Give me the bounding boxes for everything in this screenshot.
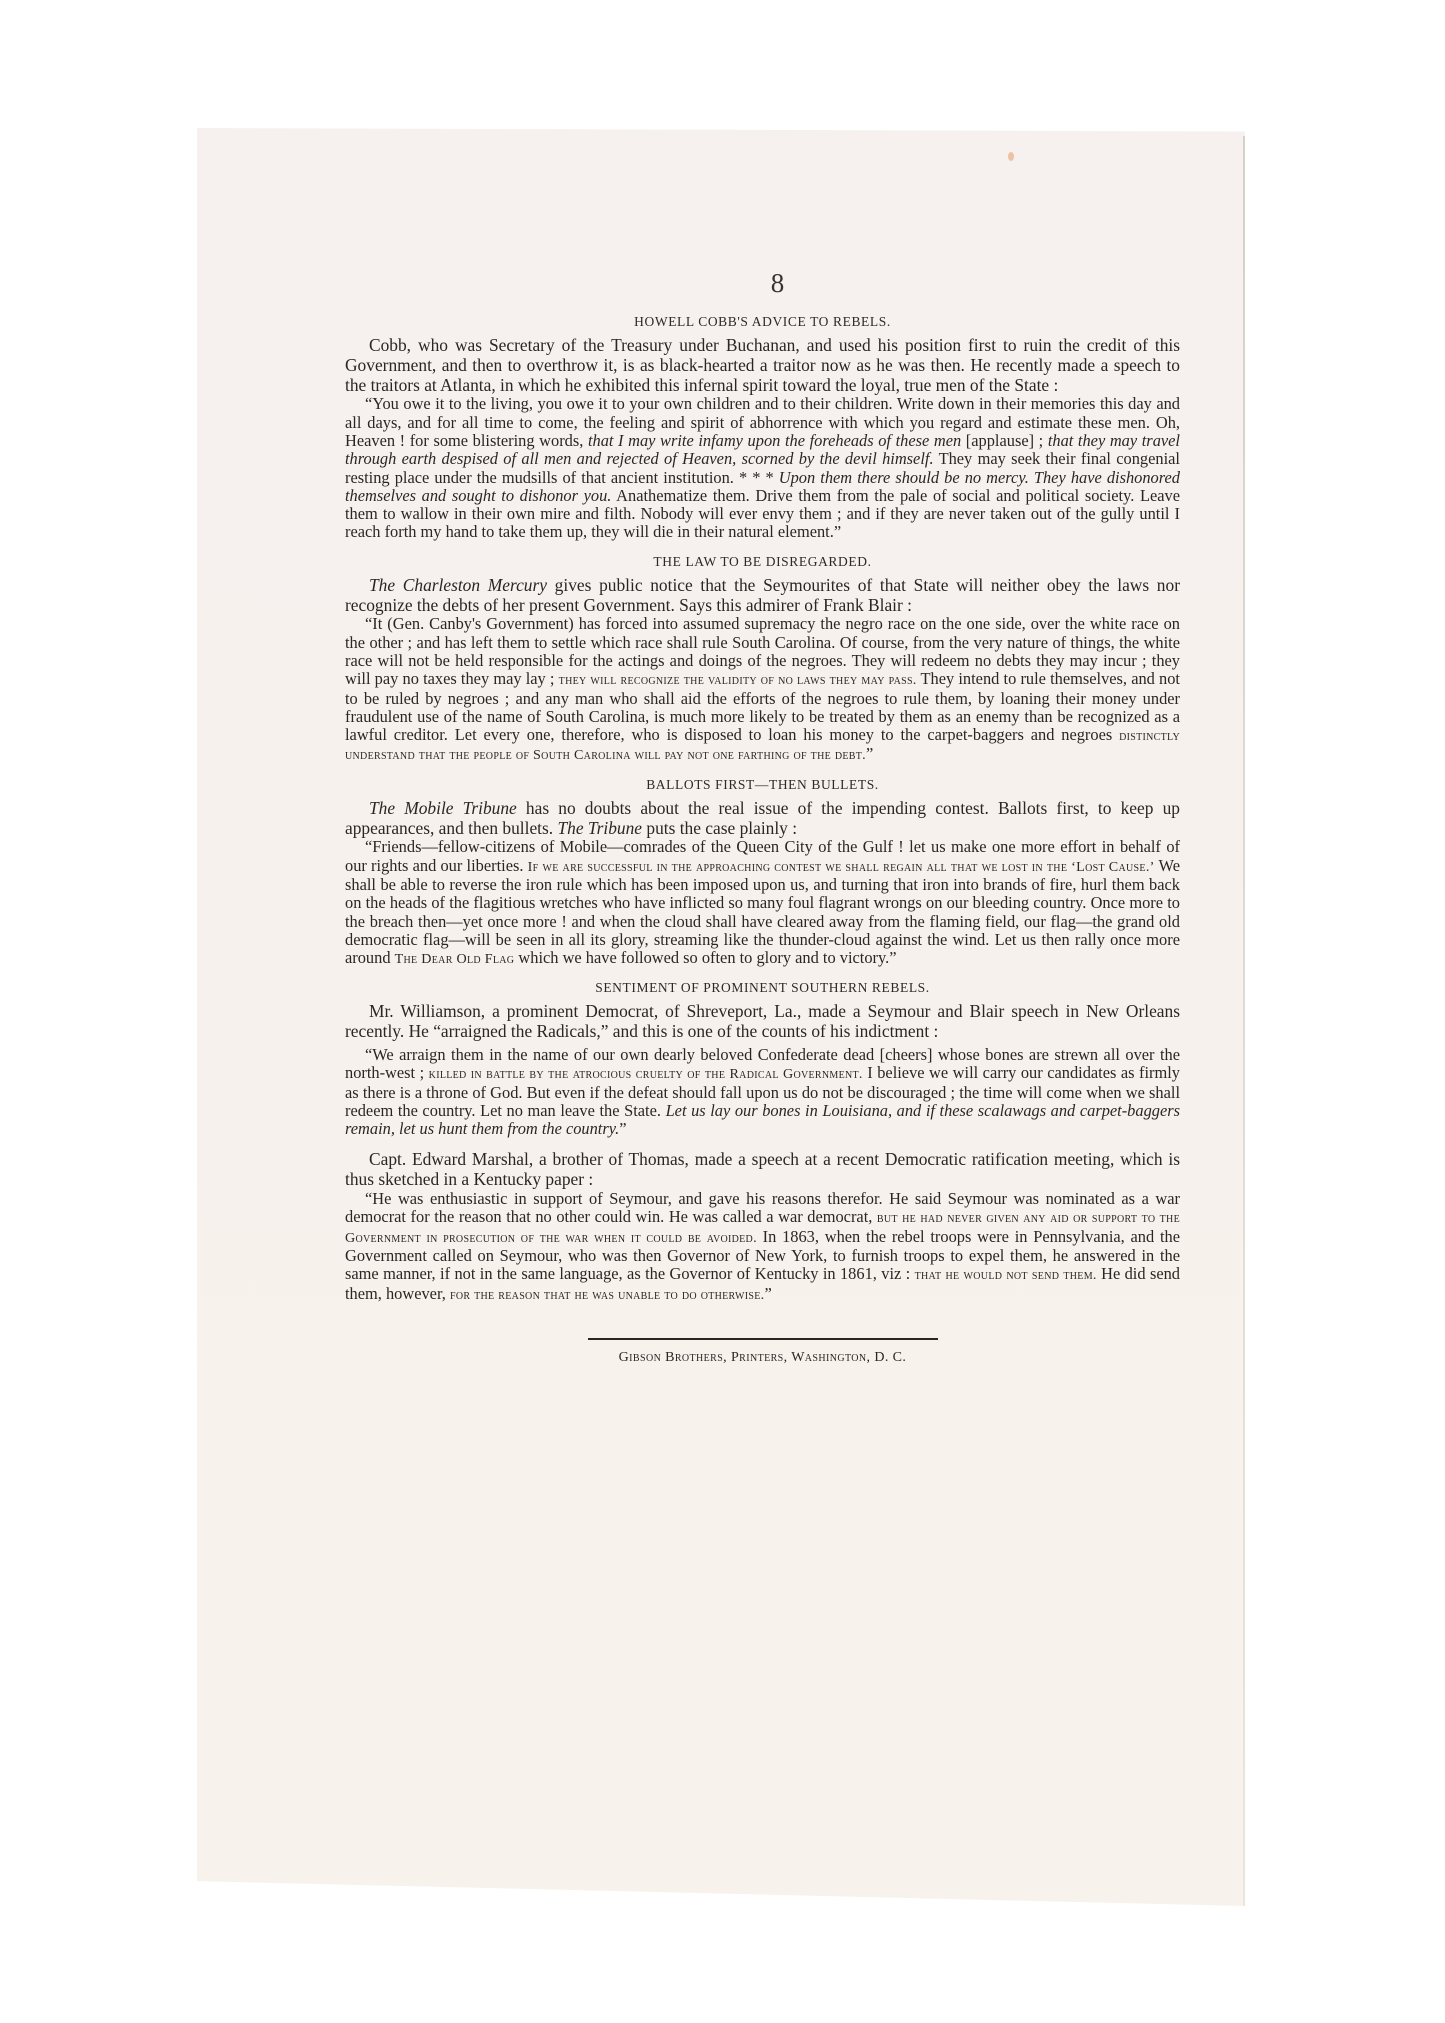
section-quote: “Friends—fellow-citizens of Mobile—comrades of the Queen City of the Gulf ! let us make one more effort in behalf of our rights and our liberties. If we are successful in the approaching contest we shall regain all that we lost in the ‘Lost Cause.’ We shall be able to reverse the iron rule which has been imposed upon us, and turning that iron into brands of fire, hurl them back on the heads of the flagitious wretches who have inflicted so many foul flagrant wrongs on our bleeding country. Once more to the breach then—yet once more ! and when the cloud shall have cleared away from the flaming field, our flag—the grand old democratic flag—will be seen in all its glory, streaming like the thunder-cloud against the wind. Let us then rally once more around The Dear Old Flag which we have followed so often to glory and to victory.”	[345, 837, 1180, 968]
text-column	[345, 268, 1180, 1366]
section-intro: Mr. Williamson, a prominent Democrat, of Shreveport, La., made a Seymour and Blair speech in New Orleans recently. He “arraigned the Radicals,” and this is one of the counts of his indictment :	[345, 1001, 1180, 1042]
section-southern-rebels	[345, 978, 1180, 1303]
section-heading: THE LAW TO BE DISREGARDED.	[653, 553, 872, 569]
section-heading: SENTIMENT OF PROMINENT SOUTHERN REBELS.	[595, 980, 930, 996]
section-intro: Cobb, who was Secretary of the Treasury under Buchanan, and used his position first to ruin the credit of this Government, and then to overthrow it, is as black-hearted a traitor now as he was then. He recently made a speech to the traitors at Atlanta, in which he exhibited this infernal spirit toward the loyal, true men of the State :	[345, 335, 1180, 395]
section-quote-marshal: “He was enthusiastic in support of Seymour, and gave his reasons therefor. He said Seymour was nominated as a war democrat for the reason that no other could win. He was called a war democrat, but he had never given any aid or support to the Government in prosecution of the war when it could be avoided. In 1863, when the rebel troops were in Pennsylvania, and the Government called on Seymour, who was then Governor of New York, to furnish troops to expel them, he answered in the same manner, if not in the same language, as the Governor of Kentucky in 1861, viz : that he would not send them. He did send them, however, for the reason that he was unable to do otherwise.”	[345, 1189, 1180, 1303]
section-intro-marshal: Capt. Edward Marshal, a brother of Thomas, made a speech at a recent Democratic ratification meeting, which is thus sketched in a Kentucky paper :	[345, 1149, 1180, 1190]
section-quote: “You owe it to the living, you owe it to your own children and to their children. Write down in their memories this day and all days, and for all time to come, the feeling and spirit of abhorrence with which you regard and estimate these men. Oh, Heaven ! for some blistering words, that I may write infamy upon the foreheads of these men [applause] ; that they may travel through earth despised of all men and rejected of Heaven, scorned by the devil himself. They may seek their final congenial resting place under the mudsills of that ancient institution. * * * Upon them there should be no mercy. They have dishonored themselves and sought to dishonor you. Anathematize them. Drive them from the pale of social and political society. Leave them to wallow in their own mire and filth. Nobody will ever envy them ; and if they are never taken out of the gully until I reach forth my hand to take them up, they will die in their natural element.”	[345, 394, 1180, 542]
paper-edge	[1243, 136, 1245, 1906]
footer-rule	[588, 1338, 938, 1340]
printer-imprint: Gibson Brothers, Printers, Washington, D. C.	[618, 1349, 907, 1365]
section-intro: The Mobile Tribune has no doubts about the real issue of the impending contest. Ballots first, to keep up appearances, and then bullets. The Tribune puts the case plainly :	[345, 797, 1180, 838]
section-quote: “We arraign them in the name of our own dearly beloved Confederate dead [cheers] whose bones are strewn all over the north-west ; killed in battle by the atrocious cruelty of the Radical Government. I believe we will carry our candidates as firmly as there is a throne of God. But even if the defeat should fall upon us do not be discouraged ; the time will come when we shall redeem the country. Let no man leave the State. Let us lay our bones in Louisiana, and if these scalawags and carpet-baggers remain, let us hunt them from the country.”	[345, 1045, 1181, 1139]
section-heading: BALLOTS FIRST—THEN BULLETS.	[646, 776, 879, 792]
section-intro: The Charleston Mercury gives public notice that the Seymourites of that State will neither obey the laws nor recognize the debts of her present Government. Says this admirer of Frank Blair :	[345, 574, 1180, 615]
section-law-disregarded	[345, 552, 1180, 765]
section-heading: HOWELL COBB'S ADVICE TO REBELS.	[634, 314, 891, 329]
section-quote: “It (Gen. Canby's Government) has forced into assumed supremacy the negro race on the one side, over the white race on the other ; and has left them to settle which race shall rule South Carolina. Of course, from the very nature of things, the white race will not be held responsible for the actings and doings of the negroes. They will redeem no debts they may incur ; they will pay no taxes they may lay ; they will recognize the validity of no laws they may pass. They intend to rule themselves, and not to be ruled by negroes ; and any man who shall aid the efforts of the negroes to rule them, by loaning their money under fraudulent use of the name of South Carolina, is much more likely to be treated by them as an enemy than be recognized as a lawful creditor. Let every one, therefore, who is disposed to loan his money to the carpet-baggers and negroes distinctly understand that the people of South Carolina will pay not one farthing of the debt.”	[345, 614, 1180, 764]
section-howell-cobb	[345, 312, 1180, 542]
paper-stain	[1008, 152, 1014, 161]
page-number: 8	[770, 268, 785, 298]
section-ballots-bullets	[345, 775, 1180, 969]
